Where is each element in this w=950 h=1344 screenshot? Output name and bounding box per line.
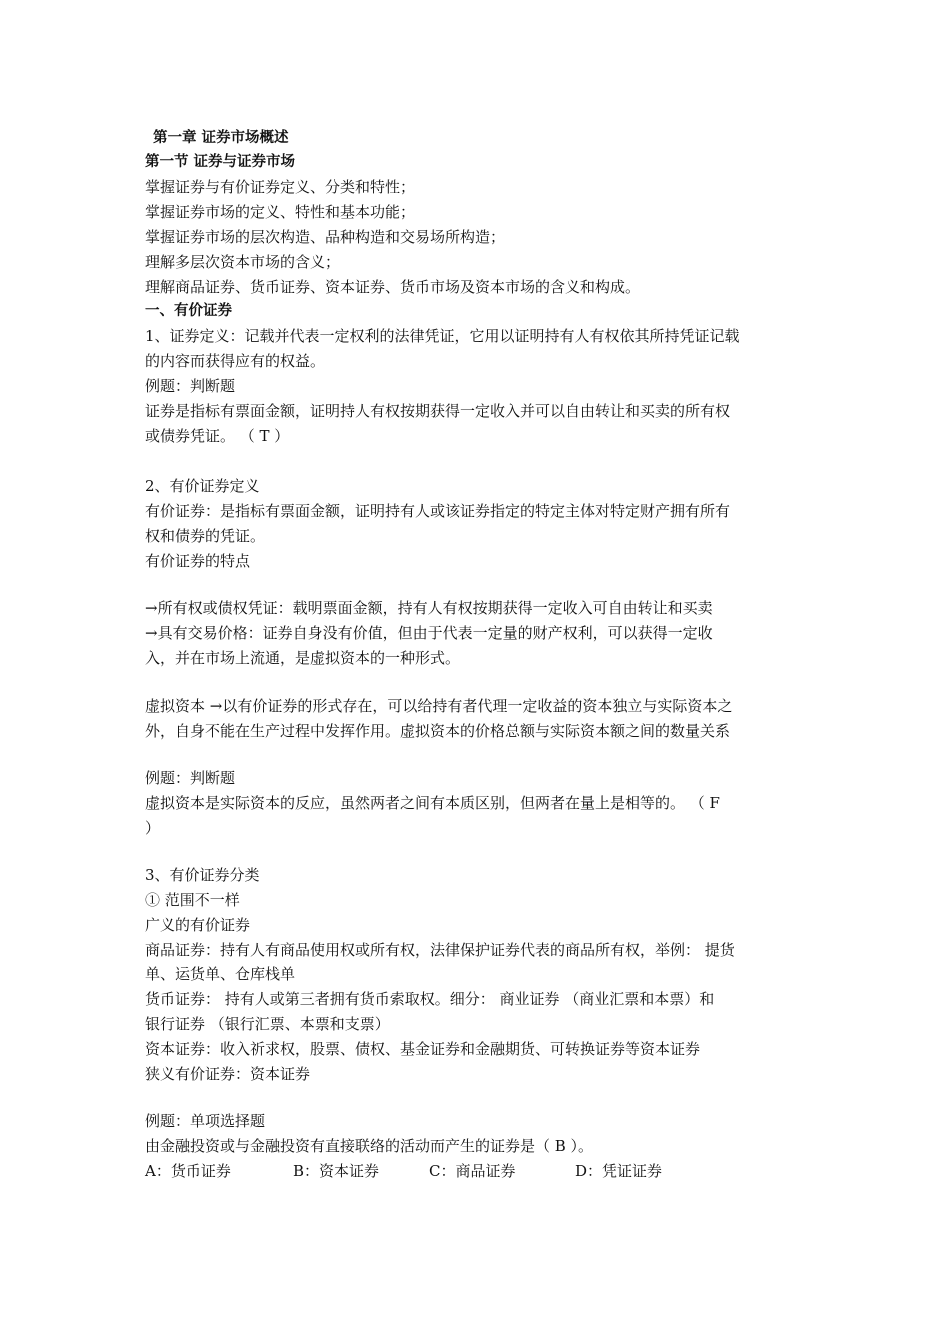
example1-label: 例题：判断题 xyxy=(145,377,236,395)
feature-1: →所有权或债权凭证：载明票面金额，持有人有权按期获得一定收入可自由转让和买卖 xyxy=(145,599,713,617)
example3-question: 由金融投资或与金融投资有直接联络的活动而产生的证券是（ B ）。 xyxy=(145,1137,594,1155)
objective-1: 掌握证券与有价证券定义、分类和特性； xyxy=(145,178,416,196)
money-securities-line2: 银行证券 （银行汇票、本票和支票） xyxy=(145,1015,390,1033)
classification-scope: ① 范围不一样 xyxy=(145,891,240,909)
chapter-title: 第一章 证券市场概述 xyxy=(153,130,289,146)
example2-line1: 虚拟资本是实际资本的反应，虽然两者之间有本质区别，但两者在量上是相等的。 （ F xyxy=(145,794,720,812)
def2-title: 2、有价证券定义 xyxy=(145,477,260,495)
part1-heading: 一、有价证券 xyxy=(145,303,232,319)
option-a: A：货币证券 xyxy=(145,1162,231,1180)
def2-line1: 有价证券：是指标有票面金额，证明持有人或该证券指定的特定主体对特定财产拥有所有 xyxy=(145,502,731,520)
example1-line1: 证券是指标有票面金额，证明持人有权按期获得一定收入并可以自由转让和买卖的所有权 xyxy=(145,402,731,420)
commodity-securities-line2: 单、运货单、仓库栈单 xyxy=(145,965,296,983)
virtual-capital-line2: 外，自身不能在生产过程中发挥作用。虚拟资本的价格总额与实际资本额之间的数量关系 xyxy=(145,722,731,740)
option-b: B：资本证券 xyxy=(293,1162,380,1180)
feature-2-line1: →具有交易价格：证券自身没有价值，但由于代表一定量的财产权利，可以获得一定收 xyxy=(145,624,713,642)
narrow-securities-line: 狭义有价证券：资本证券 xyxy=(145,1065,311,1083)
def2-line2: 权和债券的凭证。 xyxy=(145,527,266,545)
option-c: C：商品证券 xyxy=(429,1162,516,1180)
features-title: 有价证券的特点 xyxy=(145,552,251,570)
def1-line1: 1、证券定义：记载并代表一定权利的法律凭证，它用以证明持有人有权依其所持凭证记载 xyxy=(145,327,740,345)
example2-label: 例题：判断题 xyxy=(145,769,236,787)
objective-4: 理解多层次资本市场的含义； xyxy=(145,253,341,271)
example1-line2: 或债券凭证。 （ T ） xyxy=(145,427,290,445)
broad-securities-title: 广义的有价证券 xyxy=(145,916,251,934)
feature-2-line2: 入，并在市场上流通，是虚拟资本的一种形式。 xyxy=(145,649,461,667)
objective-3: 掌握证券市场的层次构造、品种构造和交易场所构造； xyxy=(145,228,506,246)
objective-2: 掌握证券市场的定义、特性和基本功能； xyxy=(145,203,416,221)
example3-label: 例题：单项选择题 xyxy=(145,1112,266,1130)
option-d: D：凭证证券 xyxy=(575,1162,663,1180)
classification-title: 3、有价证券分类 xyxy=(145,866,260,884)
objective-5: 理解商品证券、货币证券、资本证券、货币市场及资本市场的含义和构成。 xyxy=(145,278,641,296)
example3-options xyxy=(145,1160,825,1182)
commodity-securities-line1: 商品证券：持有人有商品使用权或所有权，法律保护证券代表的商品所有权，举例： 提货 xyxy=(145,941,735,959)
example2-line2: ） xyxy=(145,819,161,837)
virtual-capital-line1: 虚拟资本 →以有价证券的形式存在，可以给持有者代理一定收益的资本独立与实际资本之 xyxy=(145,697,733,715)
capital-securities-line: 资本证券：收入祈求权，股票、债权、基金证券和金融期货、可转换证券等资本证券 xyxy=(145,1040,701,1058)
money-securities-line1: 货币证券： 持有人或第三者拥有货币索取权。细分： 商业证券 （商业汇票和本票）和 xyxy=(145,990,715,1008)
section-title: 第一节 证券与证券市场 xyxy=(145,154,296,170)
def1-line2: 的内容而获得应有的权益。 xyxy=(145,352,326,370)
